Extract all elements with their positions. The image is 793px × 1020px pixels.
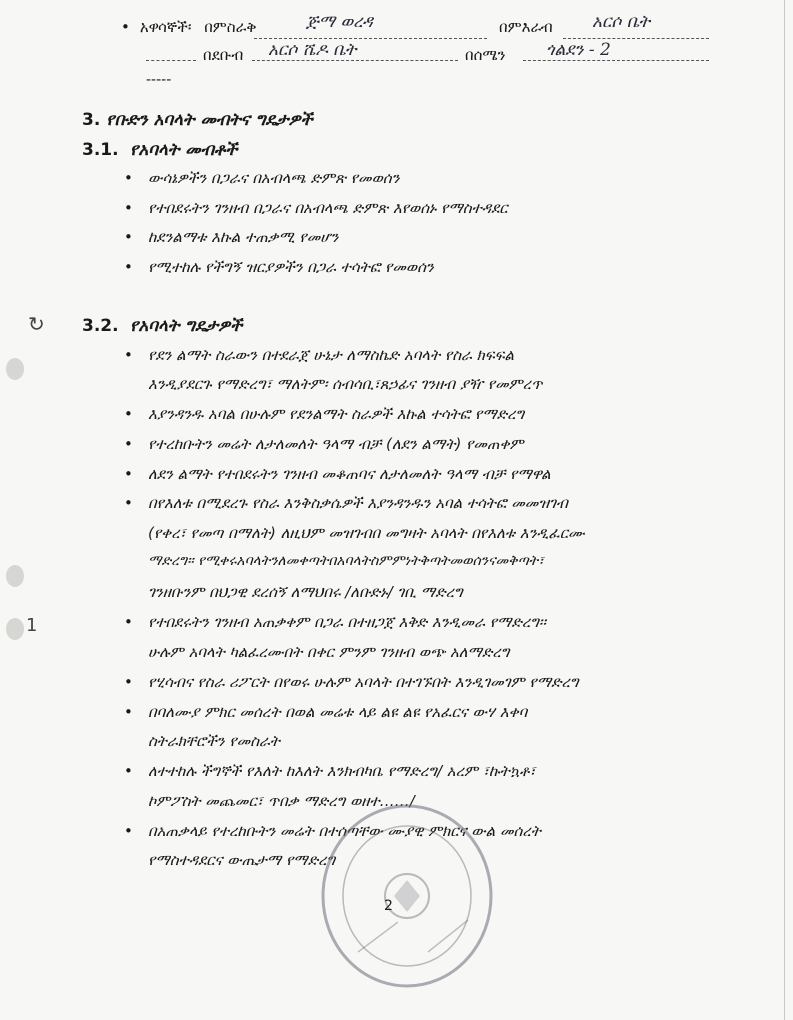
side-mark: ↻ — [28, 312, 45, 336]
rights-item: • የሚተከሉ የችግኝ ዝርያዎችን በጋራ ተሳትፎ የመወሰን — [124, 258, 434, 276]
duties-item: • በየእለቱ በሚደረጉ የስራ እንቅስቃሴዎች እያንዳንዱን አባል ተሳትፎ መመዝገብ — [124, 494, 568, 512]
boundaries-label: አዋሳኞች፡ — [139, 18, 192, 36]
duties-item: • የሂሳብና የስራ ሪፖርት በየወሩ ሁሉም አባላት በተገኙበት እንዲገመገም የማድረግ — [124, 673, 579, 691]
duties-item: • በአጠቃላይ የተረከቡትን መሬት በተሰጣቸው ሙያዊ ምክርና ውል መሰረት — [124, 822, 541, 840]
duties-item: • የደን ልማት ስራውን በተደራጀ ሁኔታ ለማስኬድ አባላት የስራ ክፍፍል — [124, 346, 515, 364]
duties-item-continued: እንዲያደርጉ የማድረግ፣ ማለትም፡ ሰብሳቢ፣ጸኃፊና ገንዘብ ያዥ የመምረጥ — [148, 375, 543, 393]
duties-item-continued: ሁሉም አባላት ካልፈረሙበት በቀር ምንም ገንዘብ ወጭ አለማድረግ — [148, 643, 510, 661]
punch-hole — [6, 618, 24, 640]
duties-item: • ለተተከሉ ችግኞች የእለት ከእለት እንክብካቤ የማድረግ/ አረም ፣ኩትኳቶ፣ — [124, 762, 536, 780]
duties-item-continued: የማስተዳደርና ውጤታማ የማድረግ — [148, 851, 336, 869]
page-edge — [784, 0, 785, 1020]
east-label: በምስራቅ — [204, 18, 257, 36]
duties-item: • የተበደሩትን ገንዘብ አጠቃቀም በጋራ በተዘጋጀ እቅድ እንዲመራ የማድረግ፡፡ — [124, 613, 546, 631]
section-3-2-heading: 3.2. የአባላት ግዴታዎች — [82, 316, 243, 336]
duties-item: • እያንዳንዱ አባል በሁሉም የደንልማት ስራዎች እኩል ተሳትፎ የማድረግ — [124, 405, 525, 423]
duties-item-continued: (የቀረ፣ የመጣ በማለት) ለዚህም መዝገብበ መግዛት አባላት በየእለቱ እንዲፈርሙ — [148, 524, 585, 542]
punch-hole — [6, 358, 24, 380]
rights-item: • ውሳኔዎችን በጋራና በአብላጫ ድምጽ የመወሰን — [124, 169, 400, 187]
west-fill-line — [563, 38, 709, 39]
official-stamp — [318, 802, 496, 990]
trailing-dashes: ----- — [146, 72, 172, 88]
page-number: 2 — [384, 898, 393, 914]
rights-item: • የተበደሩትን ገንዘብ በጋራና በአብላጫ ድምጽ እየወሰኑ የማስተዳደር — [124, 199, 508, 217]
west-handwritten-value: አርሶ ቤት — [592, 12, 650, 32]
duties-item-continued: ማድረግ፡፡ የሚቀሩአባላትንለመቀጣትበአባላትስምምነትቅጣትመወሰንናመቅጣት፣ — [148, 553, 544, 569]
section-3-1-heading: 3.1. የአባላት መብቶች — [82, 140, 238, 160]
east-fill-line — [254, 38, 487, 39]
north-label: በሰሜን — [465, 46, 506, 64]
duties-item-continued: ኮምፖስት መጨመር፣ ጥበቃ ማድረግ ወዘተ……/ — [148, 792, 415, 810]
north-fill-line — [523, 60, 709, 61]
section-3-heading: 3. የቡድን አባላት መብትና ግዴታዎች — [82, 110, 313, 130]
north-handwritten-value: ጎልደን - 2 — [546, 40, 611, 60]
south-fill-line — [252, 60, 458, 61]
boundaries-line-1: • አዋሳኞች፡ በምስራቅ — [121, 18, 257, 36]
rights-item: • ከደንልማቱ እኩል ተጠቃሚ የመሆን — [124, 228, 339, 246]
side-mark: 1 — [26, 615, 38, 636]
duties-item: • የተረከቡትን መሬት ለታለመለት ዓላማ ብቻ (ለደን ልማት) የመጠቀም — [124, 435, 524, 453]
duties-item: • በባለሙያ ምክር መሰረት በወል መሬቱ ላይ ልዩ ልዩ የአፈርና ውሃ እቀባ — [124, 703, 528, 721]
duties-item: • ለደን ልማት የተበደሩትን ገንዘብ መቆጠባና ለታለመለት ዓላማ ብቻ የማዋል — [124, 465, 551, 483]
west-label: በምእራብ — [499, 18, 553, 36]
duties-item-continued: ስትራክቸሮችን የመስራት — [148, 732, 280, 750]
east-handwritten-value: ጅማ ወረዳ — [306, 12, 373, 32]
dash-leader — [146, 60, 196, 61]
south-handwritten-value: አርሶ ሼዶ ቤት — [268, 40, 357, 60]
duties-item-continued: ገንዘቡንም በህጋዊ ደረሰኝ ለማህበሩ /ለቡድኑ/ ገቢ ማድረግ — [148, 583, 463, 601]
punch-hole — [6, 565, 24, 587]
south-label: በደቡብ — [203, 46, 244, 64]
